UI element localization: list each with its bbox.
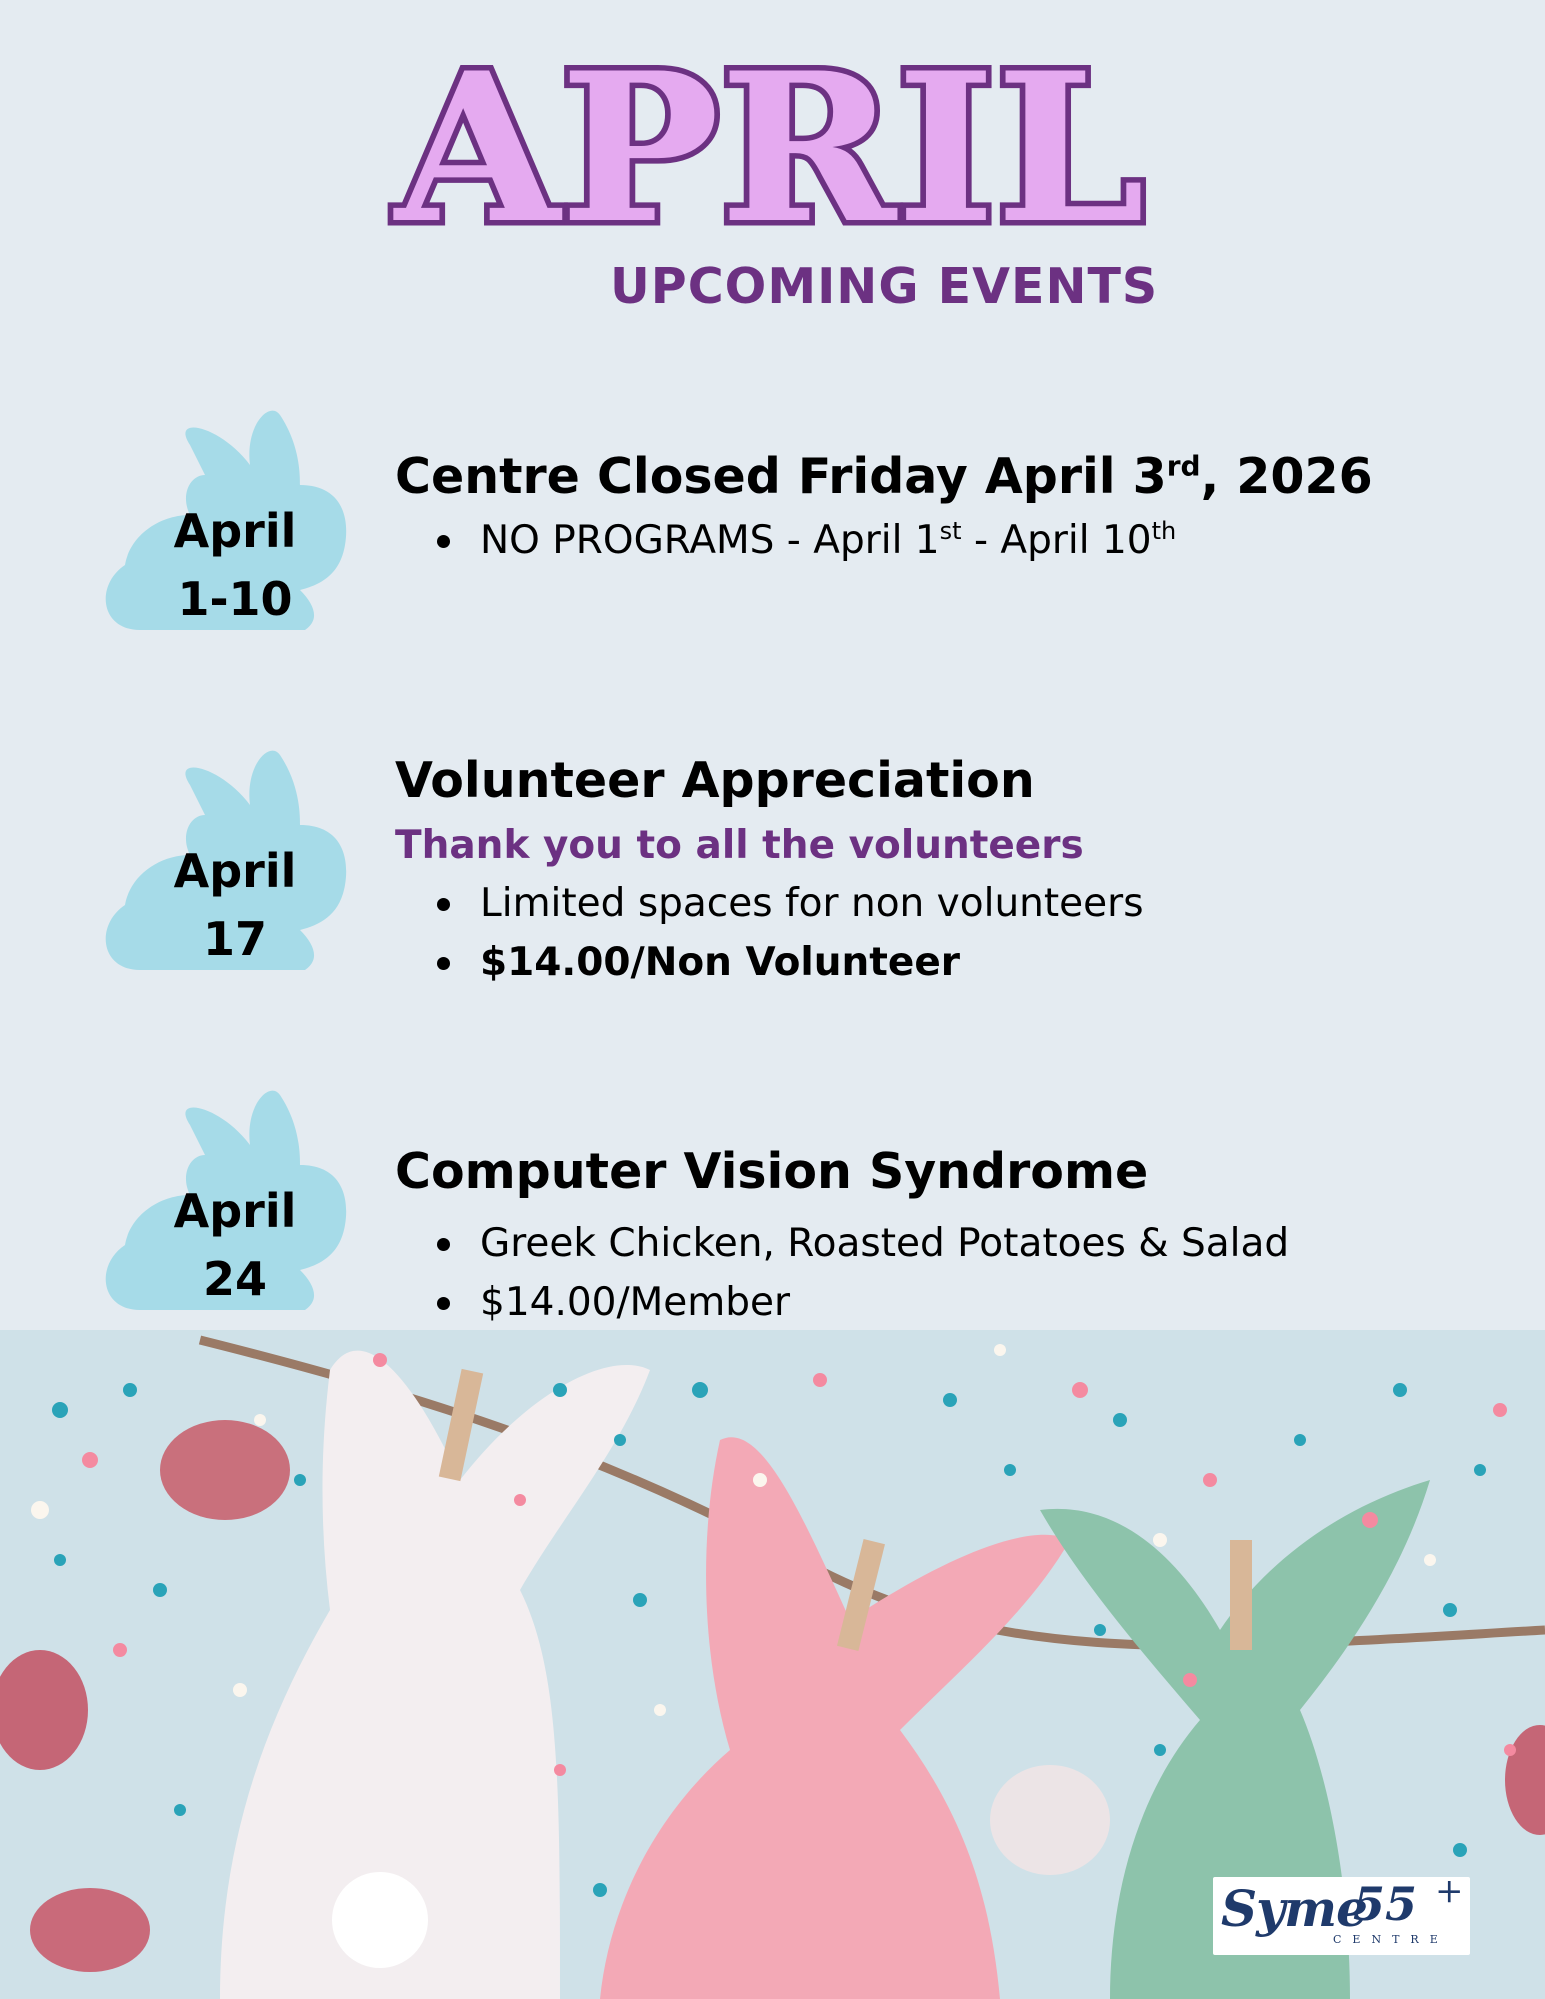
- title-text: APRIL: [392, 29, 1145, 250]
- date-badge-days: 24: [202, 1252, 267, 1306]
- date-badge-1: [100, 405, 360, 645]
- page-title: [380, 20, 1160, 250]
- event-title: [395, 448, 1495, 505]
- event-title-sup: rd: [1166, 449, 1201, 483]
- logo-plus: +: [1435, 1871, 1464, 1911]
- event-bullet: [395, 511, 1495, 570]
- event-title-tail: , 2026: [1200, 448, 1373, 505]
- bullet-text: NO PROGRAMS - April 1: [480, 518, 940, 563]
- date-badge-days: 1-10: [177, 572, 293, 626]
- event-title-main: Centre Closed Friday April 3: [395, 448, 1167, 505]
- event-bullet-list: [395, 874, 1495, 992]
- date-badge-month: April: [173, 1184, 297, 1238]
- event-title: Volunteer Appreciation: [395, 752, 1035, 809]
- date-badge-month: April: [173, 844, 297, 898]
- bullet-sup: th: [1151, 517, 1177, 545]
- logo-subtext: CENTRE: [1333, 1933, 1449, 1946]
- syme-55-logo: [1213, 1871, 1470, 1955]
- event-bullet-price: $14.00/Member: [395, 1273, 1495, 1332]
- event-bullet-list: [395, 1214, 1495, 1332]
- date-badge-2: [100, 745, 360, 985]
- event-title: Computer Vision Syndrome: [395, 1143, 1149, 1200]
- event-1: [395, 448, 1495, 570]
- date-badge-month: April: [173, 504, 297, 558]
- bullet-text: - April 10: [961, 518, 1152, 563]
- event-bullet: Greek Chicken, Roasted Potatoes & Salad: [395, 1214, 1495, 1273]
- date-badge-days: 17: [202, 912, 267, 966]
- bullet-sup: st: [939, 517, 962, 545]
- logo-number: 55: [1353, 1877, 1418, 1931]
- event-2: [395, 752, 1495, 992]
- event-3: [395, 1143, 1495, 1332]
- event-subtitle: Thank you to all the volunteers: [395, 823, 1084, 868]
- page-subtitle: UPCOMING EVENTS: [610, 258, 1159, 315]
- event-bullet: Limited spaces for non volunteers: [395, 874, 1495, 933]
- date-badge-3: [100, 1085, 360, 1325]
- logo-name: Syme: [1221, 1879, 1367, 1938]
- event-bullet-price: $14.00/Non Volunteer: [395, 933, 1495, 992]
- event-bullet-list: [395, 511, 1495, 570]
